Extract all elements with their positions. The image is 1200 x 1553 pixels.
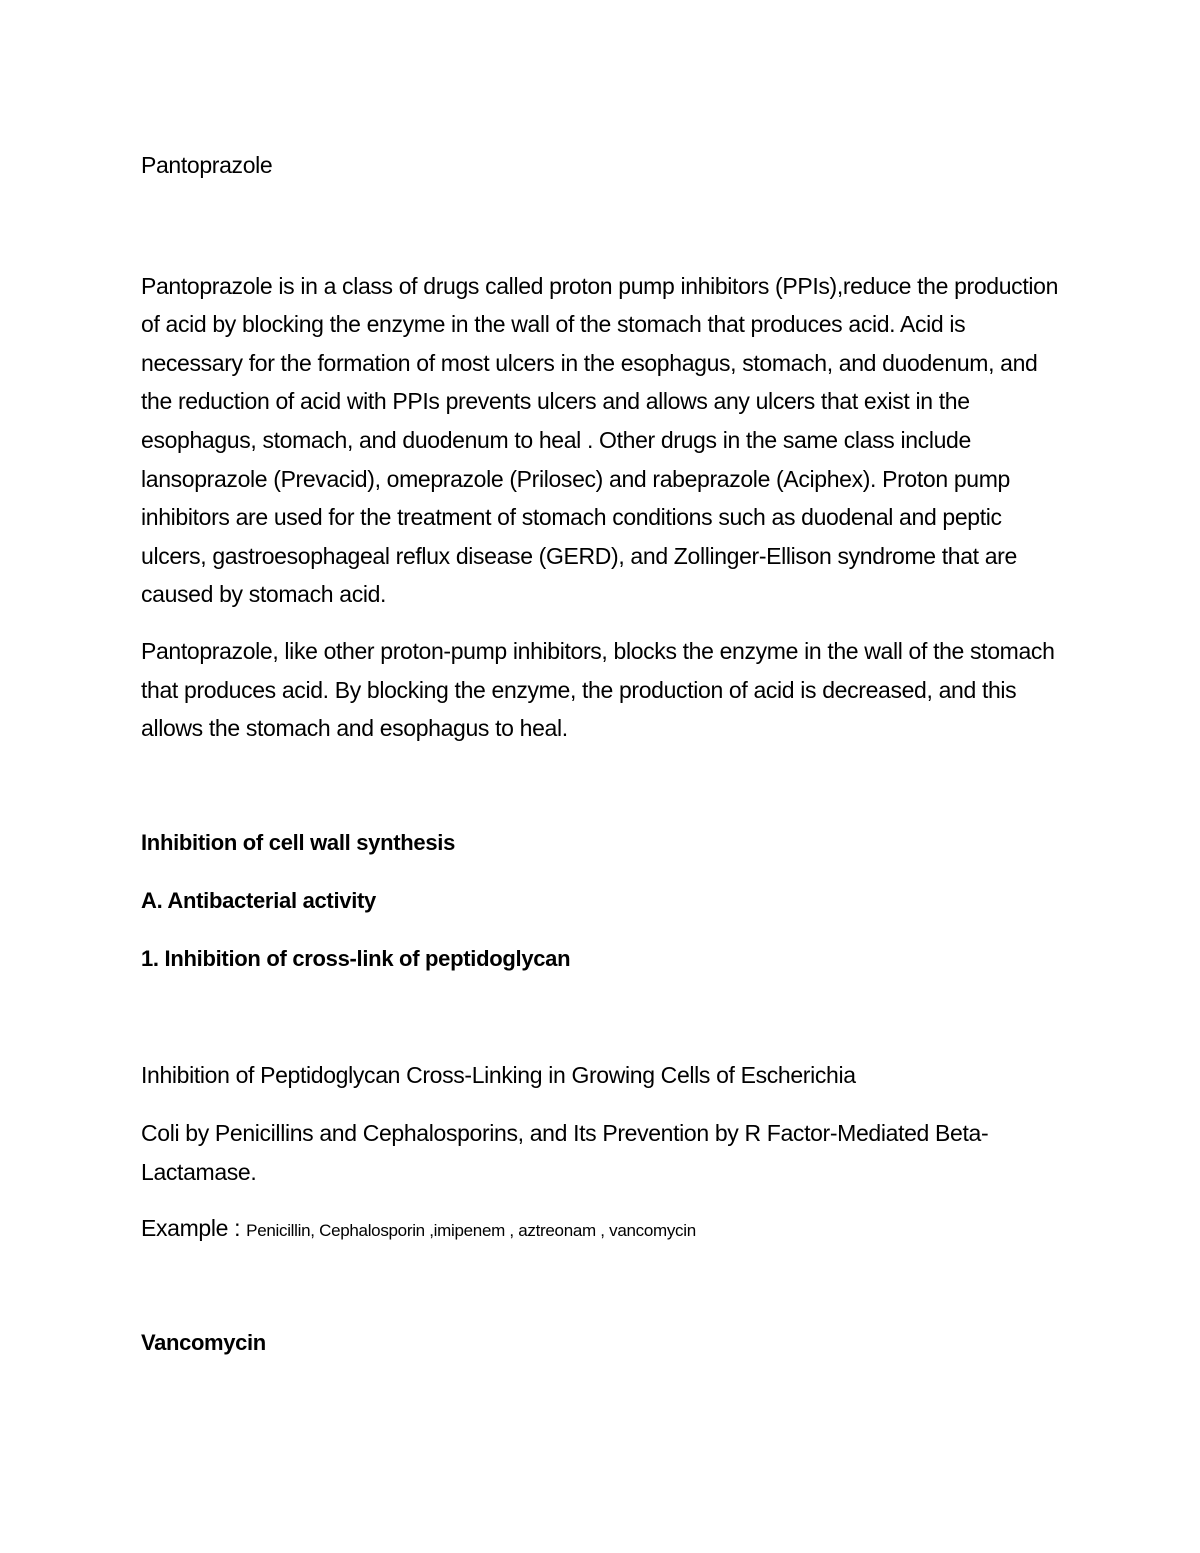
- heading-cell-wall-synthesis: Inhibition of cell wall synthesis: [141, 829, 456, 855]
- paragraph-pantoprazole-mechanism: Pantoprazole, like other proton-pump inhibitors, blocks the enzyme in the wall of the stomach that produces acid. By blocking the enzyme, the production of acid is decreased, and this allows the stomach and esophagus to heal.: [141, 637, 1055, 742]
- document-body: [141, 146, 1071, 1362]
- document-title: Pantoprazole: [141, 152, 273, 178]
- example-label: Example :: [141, 1214, 241, 1241]
- reference-line-1: Inhibition of Peptidoglycan Cross-Linking in Growing Cells of Escherichia: [141, 1061, 856, 1088]
- reference-line-2: Coli by Penicillins and Cephalosporins, and Its Prevention by R Factor-Mediated Beta-Lactamase.: [141, 1120, 989, 1185]
- example-values: Penicillin, Cephalosporin ,imipenem , aztreonam , vancomycin: [246, 1220, 696, 1240]
- heading-antibacterial-activity: A. Antibacterial activity: [141, 887, 376, 913]
- heading-cross-link-inhibition: 1. Inhibition of cross-link of peptidoglycan: [141, 945, 571, 971]
- example-line: [141, 1209, 1071, 1250]
- paragraph-pantoprazole-class: Pantoprazole is in a class of drugs called proton pump inhibitors (PPIs),reduce the production of acid by blocking the enzyme in the wall of the stomach that produces acid. Acid is necessary for the formation of most ulcers in the esophagus, stomach, and duodenum, and the reduction of acid with PPIs prevents ulcers and allows any ulcers that exist in the esophagus, stomach, and duodenum to heal . Other drugs in the same class include lansoprazole (Prevacid), omeprazole (Prilosec) and rabeprazole (Aciphex). Proton pump inhibitors are used for the treatment of stomach conditions such as duodenal and peptic ulcers, gastroesophageal reflux disease (GERD), and Zollinger-Ellison syndrome that are caused by stomach acid.: [141, 272, 1059, 608]
- heading-vancomycin: Vancomycin: [141, 1329, 266, 1355]
